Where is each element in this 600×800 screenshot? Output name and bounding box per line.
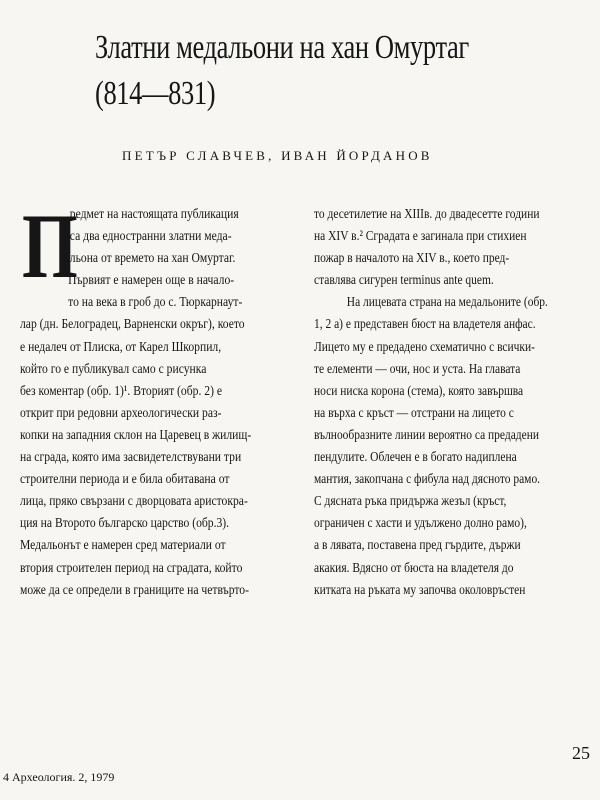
text-line: лар (дн. Белоградец, Варненски окръг), което: [20, 317, 245, 333]
text-line: пендулите. Облечен е в богато надиплена: [314, 450, 517, 466]
text-line: то на века в гроб до с. Тюркарнаут-: [68, 295, 243, 311]
text-line: редмет на настоящата публикация: [69, 207, 239, 222]
text-line: то десетилетие на XIIIв. до двадесетте години: [314, 207, 540, 222]
text-line: на върха с кръст — отстрани на лицето с: [314, 405, 514, 421]
text-line: копки на западния склон на Царевец в жилищ-: [20, 427, 252, 443]
page-number: 25: [572, 743, 590, 763]
text-line: носи ниска корона (стема), която завършва: [314, 383, 524, 399]
drop-cap-initial: П: [22, 195, 78, 297]
text-line: открит при редовни археологически раз-: [20, 405, 222, 421]
article-authors: ПЕТЪР СЛАВЧЕВ, ИВАН ЙОРДАНОВ: [122, 148, 433, 163]
text-line: акакия. Вдясно от бюста на владетеля до: [314, 560, 514, 576]
text-line: втория строителен период на сградата, който: [20, 560, 243, 576]
article-title: [95, 25, 485, 117]
text-line: ограничен с хасти и удължено долно рамо),: [314, 516, 527, 532]
text-line: може да се определи в границите на четвърто-: [20, 582, 249, 598]
text-line: Медальонът е намерен сред материали от: [20, 538, 226, 554]
text-line: Лицето му е предадено схематично с всички-: [314, 339, 535, 355]
text-line: 1, 2 а) е представен бюст на владетеля анфас.: [314, 317, 536, 333]
text-line: ставлява сигурен terminus ante quem.: [314, 273, 494, 289]
text-line: а в лявата, поставена пред гърдите, държи: [314, 538, 521, 554]
right-text-column: [314, 204, 590, 602]
text-line: без коментар (обр. 1)¹. Вторият (обр. 2) е: [20, 383, 223, 399]
text-line: вълнообразните линии вероятно са предадени: [314, 427, 540, 443]
text-line: С дясната ръка придържа жезъл (кръст,: [314, 494, 507, 510]
title-line-1: Златни медальони на хан Омуртаг: [95, 28, 469, 66]
text-line: който го е публикувал само с рисунка: [20, 361, 207, 377]
text-line: ция на Второто българско царство (обр.3).: [20, 516, 230, 532]
text-line: на XIV в.² Сградата е загинала при стихиен: [314, 229, 527, 245]
text-line: те елементи — очи, нос и уста. На главата: [314, 361, 521, 377]
journal-citation: 4 Археология. 2, 1979: [3, 770, 115, 784]
text-line: са два едностранни златни меда-: [69, 229, 232, 245]
title-line-2: (814—831): [95, 74, 216, 112]
text-line: лица, пряко свързани с дворцовата аристокра-: [20, 494, 248, 510]
text-line: китката на ръката му започва околовръстен: [314, 582, 526, 598]
text-line: На лицевата страна на медальоните (обр.: [346, 295, 548, 311]
text-line: пожар в началото на XIV в., което пред-: [314, 251, 510, 267]
text-line: Първият е намерен още в начало-: [68, 273, 235, 289]
text-line: льона от времето на хан Омуртаг.: [69, 251, 236, 267]
text-line: е недалеч от Плиска, от Карел Шкорпил,: [20, 339, 222, 355]
text-line: на сграда, която има засвидетелствувани три: [20, 450, 242, 466]
text-line: мантия, закопчана с фибула над дясното рамо.: [314, 472, 541, 488]
left-text-column: [20, 195, 302, 602]
text-line: строителни периода и е била обитавана от: [20, 472, 230, 488]
